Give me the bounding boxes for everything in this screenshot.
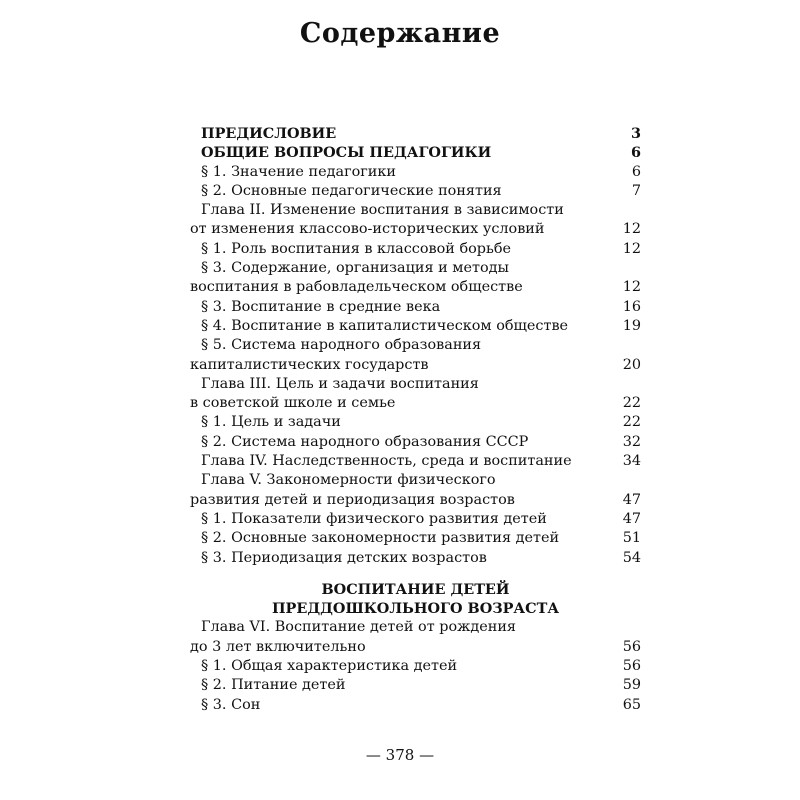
- toc-entry-label: § 2. Основные педагогические понятия: [201, 182, 502, 199]
- toc-entry-label: § 2. Питание детей: [201, 677, 346, 694]
- toc-entry: [190, 471, 641, 490]
- toc-entry-label: развития детей и периодизация возрастов: [190, 491, 515, 508]
- toc-entry-label: в советской школе и семье: [190, 395, 396, 412]
- toc-entry: [190, 336, 641, 355]
- toc-entry-label: Глава II. Изменение воспитания в зависимости: [201, 202, 564, 219]
- toc-entry-label: § 4. Воспитание в капиталистическом обществе: [201, 317, 569, 334]
- toc-entry-page: 59: [622, 677, 641, 694]
- toc-entry: [190, 220, 641, 239]
- toc-entry-page: 34: [622, 453, 641, 470]
- page-title: Содержание: [299, 18, 501, 49]
- toc-entry-label: § 1. Значение педагогики: [201, 163, 396, 180]
- toc-entry-label: § 1. Показатели физического развития детей: [201, 510, 547, 527]
- section-heading-line-1: ВОСПИТАНИЕ ДЕТЕЙ: [321, 580, 510, 598]
- toc-entry-page: 12: [622, 279, 641, 296]
- toc-entry: [190, 278, 641, 297]
- toc-entry-label: § 3. Воспитание в средние века: [201, 298, 441, 315]
- toc-entry-page: 51: [622, 530, 641, 547]
- toc-entry-page: 56: [622, 638, 641, 655]
- table-of-contents: [190, 124, 641, 715]
- toc-entry-page: 6: [630, 144, 641, 162]
- toc-entry: [190, 298, 641, 317]
- toc-entry-label: от изменения классово-исторических условий: [190, 221, 545, 238]
- toc-entry: [190, 452, 641, 471]
- toc-entry-page: 22: [622, 395, 641, 412]
- toc-entry-label: § 3. Содержание, организация и методы: [201, 260, 509, 277]
- toc-entry-page: 56: [622, 658, 641, 675]
- toc-entry-page: 32: [622, 433, 641, 450]
- toc-list-general: [190, 124, 641, 568]
- toc-entry-label: § 5. Система народного образования: [201, 337, 482, 354]
- toc-entry: [190, 182, 641, 201]
- section-heading-line-2: ПРЕДДОШКОЛЬНОГО ВОЗРАСТА: [271, 600, 560, 618]
- toc-entry: [190, 201, 641, 220]
- toc-entry: [190, 143, 641, 162]
- toc-entry-page: 22: [622, 414, 641, 431]
- toc-entry-label: Глава III. Цель и задачи воспитания: [201, 375, 479, 392]
- page-number: — 378 —: [365, 746, 435, 764]
- toc-entry: [190, 510, 641, 529]
- toc-list-preschool: [190, 618, 641, 714]
- toc-entry-label: § 1. Роль воспитания в классовой борьбе: [201, 240, 512, 257]
- toc-entry: [190, 433, 641, 452]
- toc-entry-label: до 3 лет включительно: [190, 638, 366, 655]
- toc-entry-page: 12: [622, 221, 641, 238]
- section-gap: [190, 568, 641, 580]
- toc-entry: [190, 124, 641, 143]
- toc-entry-page: 47: [622, 510, 641, 527]
- toc-entry-label: § 2. Основные закономерности развития детей: [201, 530, 560, 547]
- toc-entry: [190, 163, 641, 182]
- toc-entry-page: 6: [631, 163, 641, 180]
- toc-entry-label: Глава VI. Воспитание детей от рождения: [201, 619, 516, 636]
- toc-entry: [190, 676, 641, 695]
- toc-entry-page: 65: [622, 696, 641, 713]
- toc-entry-page: 20: [622, 356, 641, 373]
- toc-entry-label: воспитания в рабовладельческом обществе: [190, 279, 523, 296]
- toc-entry-label: капиталистических государств: [190, 356, 429, 373]
- toc-entry: [190, 618, 641, 637]
- toc-entry-label: § 3. Сон: [201, 696, 261, 713]
- toc-entry: [190, 317, 641, 336]
- toc-entry-label: ОБЩИЕ ВОПРОСЫ ПЕДАГОГИКИ: [201, 144, 492, 162]
- toc-entry-label: § 3. Периодизация детских возрастов: [201, 549, 487, 566]
- toc-entry-page: 3: [630, 125, 641, 142]
- toc-entry-page: 16: [622, 298, 641, 315]
- toc-entry: [190, 696, 641, 715]
- toc-entry-page: 47: [622, 491, 641, 508]
- toc-entry: [190, 259, 641, 278]
- toc-entry: [190, 375, 641, 394]
- toc-entry: [190, 240, 641, 259]
- toc-entry: [190, 657, 641, 676]
- toc-entry-label: § 2. Система народного образования СССР: [201, 433, 529, 450]
- toc-entry: [190, 394, 641, 413]
- toc-entry-label: § 1. Общая характеристика детей: [201, 658, 458, 675]
- toc-entry-page: 12: [622, 240, 641, 257]
- toc-entry-label: § 1. Цель и задачи: [201, 414, 341, 431]
- toc-entry-page: 19: [622, 317, 641, 334]
- toc-entry-label: ПРЕДИСЛОВИЕ: [201, 125, 337, 142]
- toc-entry: [190, 529, 641, 548]
- toc-entry: [190, 356, 641, 375]
- toc-entry-label: Глава IV. Наследственность, среда и воспитание: [201, 453, 572, 470]
- toc-entry-label: Глава V. Закономерности физического: [201, 472, 496, 489]
- toc-entry: [190, 638, 641, 657]
- toc-entry: [190, 491, 641, 510]
- toc-entry: [190, 413, 641, 432]
- toc-entry-page: 54: [622, 549, 641, 566]
- toc-entry: [190, 549, 641, 568]
- toc-entry-page: 7: [631, 182, 641, 199]
